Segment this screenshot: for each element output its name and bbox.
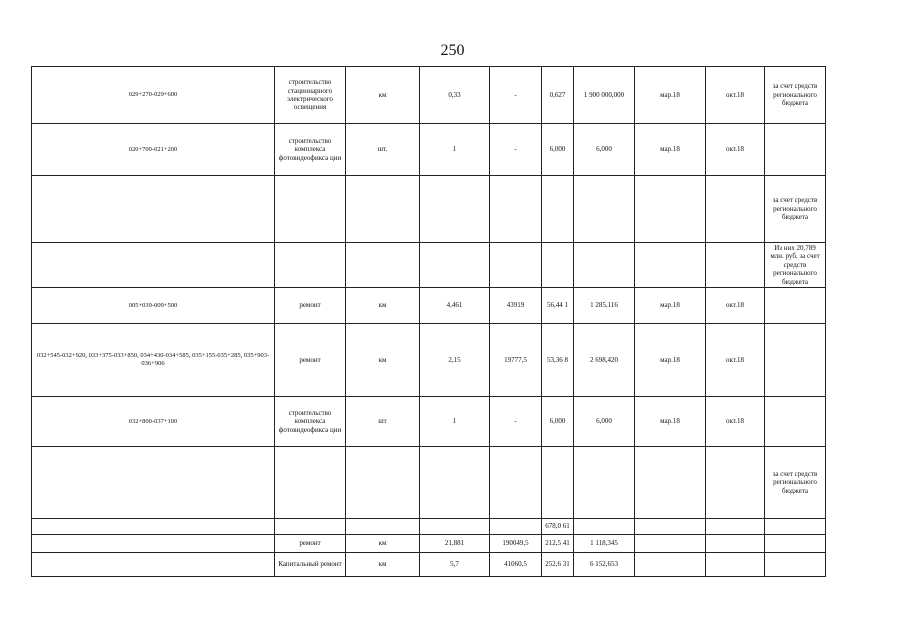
table-row	[32, 124, 826, 176]
start-date-cell: мар.18	[635, 67, 706, 124]
section-cell	[32, 519, 275, 535]
page-number: 250	[440, 42, 465, 59]
cost-cell: 6,000	[574, 124, 635, 176]
work-type-cell: ремонт	[275, 288, 346, 324]
table-row	[32, 447, 826, 519]
section-cell	[32, 535, 275, 553]
start-date-cell	[635, 243, 706, 288]
quantity-cell	[420, 243, 490, 288]
note-cell	[765, 553, 826, 577]
end-date-cell: окт.18	[706, 124, 765, 176]
value-cell: 53,36 8	[542, 324, 574, 397]
note-cell: за счет средств регионального бюджета	[765, 447, 826, 519]
quantity-cell: 0,33	[420, 67, 490, 124]
area-cell	[490, 519, 542, 535]
start-date-cell	[635, 535, 706, 553]
value-cell: 678,0 61	[542, 519, 574, 535]
section-cell: 005+039-009+500	[32, 288, 275, 324]
start-date-cell	[635, 176, 706, 243]
value-cell: 212,5 41	[542, 535, 574, 553]
quantity-cell: 2,15	[420, 324, 490, 397]
note-cell: за счет средств регионального бюджета	[765, 176, 826, 243]
section-cell: 029+270-029+600	[32, 67, 275, 124]
quantity-cell	[420, 176, 490, 243]
unit-cell: км	[346, 67, 420, 124]
area-cell: -	[490, 397, 542, 447]
area-cell: 41060,5	[490, 553, 542, 577]
area-cell: 43919	[490, 288, 542, 324]
section-cell	[32, 176, 275, 243]
quantity-cell: 4,461	[420, 288, 490, 324]
unit-cell	[346, 447, 420, 519]
end-date-cell	[706, 535, 765, 553]
work-type-cell: строительство стационарного электрического освещения	[275, 67, 346, 124]
work-type-cell	[275, 243, 346, 288]
work-type-cell: строительство комплекса фотовидеофикса ции	[275, 124, 346, 176]
cost-cell: 6,000	[574, 397, 635, 447]
cost-cell	[574, 176, 635, 243]
work-type-cell	[275, 519, 346, 535]
unit-cell: км	[346, 553, 420, 577]
section-cell	[32, 553, 275, 577]
end-date-cell	[706, 176, 765, 243]
work-type-cell: строительство комплекса фотовидеофикса ции	[275, 397, 346, 447]
unit-cell: шт	[346, 397, 420, 447]
table-row	[32, 535, 826, 553]
note-cell	[765, 519, 826, 535]
note-cell	[765, 535, 826, 553]
table-row	[32, 67, 826, 124]
quantity-cell: 21,881	[420, 535, 490, 553]
section-cell: 032+800-037+100	[32, 397, 275, 447]
value-cell: 6,000	[542, 124, 574, 176]
note-cell	[765, 324, 826, 397]
start-date-cell: мар.18	[635, 324, 706, 397]
start-date-cell	[635, 519, 706, 535]
value-cell: 252,6 31	[542, 553, 574, 577]
area-cell: 19777,5	[490, 324, 542, 397]
unit-cell: км	[346, 535, 420, 553]
cost-cell: 1 285,116	[574, 288, 635, 324]
end-date-cell: окт.18	[706, 324, 765, 397]
cost-cell: 1 118,345	[574, 535, 635, 553]
end-date-cell	[706, 447, 765, 519]
quantity-cell: 5,7	[420, 553, 490, 577]
area-cell	[490, 176, 542, 243]
start-date-cell: мар.18	[635, 124, 706, 176]
area-cell	[490, 447, 542, 519]
cost-cell: 2 698,420	[574, 324, 635, 397]
value-cell	[542, 243, 574, 288]
end-date-cell	[706, 519, 765, 535]
end-date-cell	[706, 553, 765, 577]
start-date-cell	[635, 447, 706, 519]
note-cell: за счет средств регионального бюджета	[765, 67, 826, 124]
value-cell: 0,627	[542, 67, 574, 124]
cost-cell: 6 152,653	[574, 553, 635, 577]
area-cell	[490, 243, 542, 288]
work-type-cell	[275, 176, 346, 243]
works-table	[31, 66, 826, 577]
unit-cell: шт.	[346, 124, 420, 176]
table-row	[32, 243, 826, 288]
area-cell: 190049,5	[490, 535, 542, 553]
quantity-cell	[420, 447, 490, 519]
table-row	[32, 553, 826, 577]
note-cell: Из них 20,789 млн. руб. за счет средств регионального бюджета	[765, 243, 826, 288]
table-row	[32, 176, 826, 243]
section-cell	[32, 447, 275, 519]
unit-cell	[346, 519, 420, 535]
section-cell	[32, 243, 275, 288]
area-cell: -	[490, 67, 542, 124]
note-cell	[765, 288, 826, 324]
end-date-cell: окт.18	[706, 67, 765, 124]
table-row	[32, 288, 826, 324]
start-date-cell	[635, 553, 706, 577]
unit-cell: км	[346, 324, 420, 397]
value-cell: 6,000	[542, 397, 574, 447]
work-type-cell	[275, 447, 346, 519]
quantity-cell: 1	[420, 397, 490, 447]
end-date-cell: окт.18	[706, 288, 765, 324]
quantity-cell: 1	[420, 124, 490, 176]
work-type-cell: ремонт	[275, 324, 346, 397]
work-type-cell: ремонт	[275, 535, 346, 553]
cost-cell	[574, 243, 635, 288]
area-cell: -	[490, 124, 542, 176]
start-date-cell: мар.18	[635, 288, 706, 324]
end-date-cell: окт.18	[706, 397, 765, 447]
note-cell	[765, 124, 826, 176]
table-row	[32, 519, 826, 535]
value-cell: 56,44 1	[542, 288, 574, 324]
value-cell	[542, 447, 574, 519]
value-cell	[542, 176, 574, 243]
start-date-cell: мар.18	[635, 397, 706, 447]
cost-cell	[574, 519, 635, 535]
unit-cell	[346, 243, 420, 288]
cost-cell: 1 900 000,000	[574, 67, 635, 124]
work-type-cell: Капитальный ремонт	[275, 553, 346, 577]
note-cell	[765, 397, 826, 447]
section-cell: 020+700-021+200	[32, 124, 275, 176]
table-row	[32, 324, 826, 397]
table-row	[32, 397, 826, 447]
quantity-cell	[420, 519, 490, 535]
section-cell: 032+545-032+920, 033+375-033+850, 034+430-034+585, 035+155-035+285, 035+903-036+906	[32, 324, 275, 397]
unit-cell: км	[346, 288, 420, 324]
cost-cell	[574, 447, 635, 519]
unit-cell	[346, 176, 420, 243]
end-date-cell	[706, 243, 765, 288]
